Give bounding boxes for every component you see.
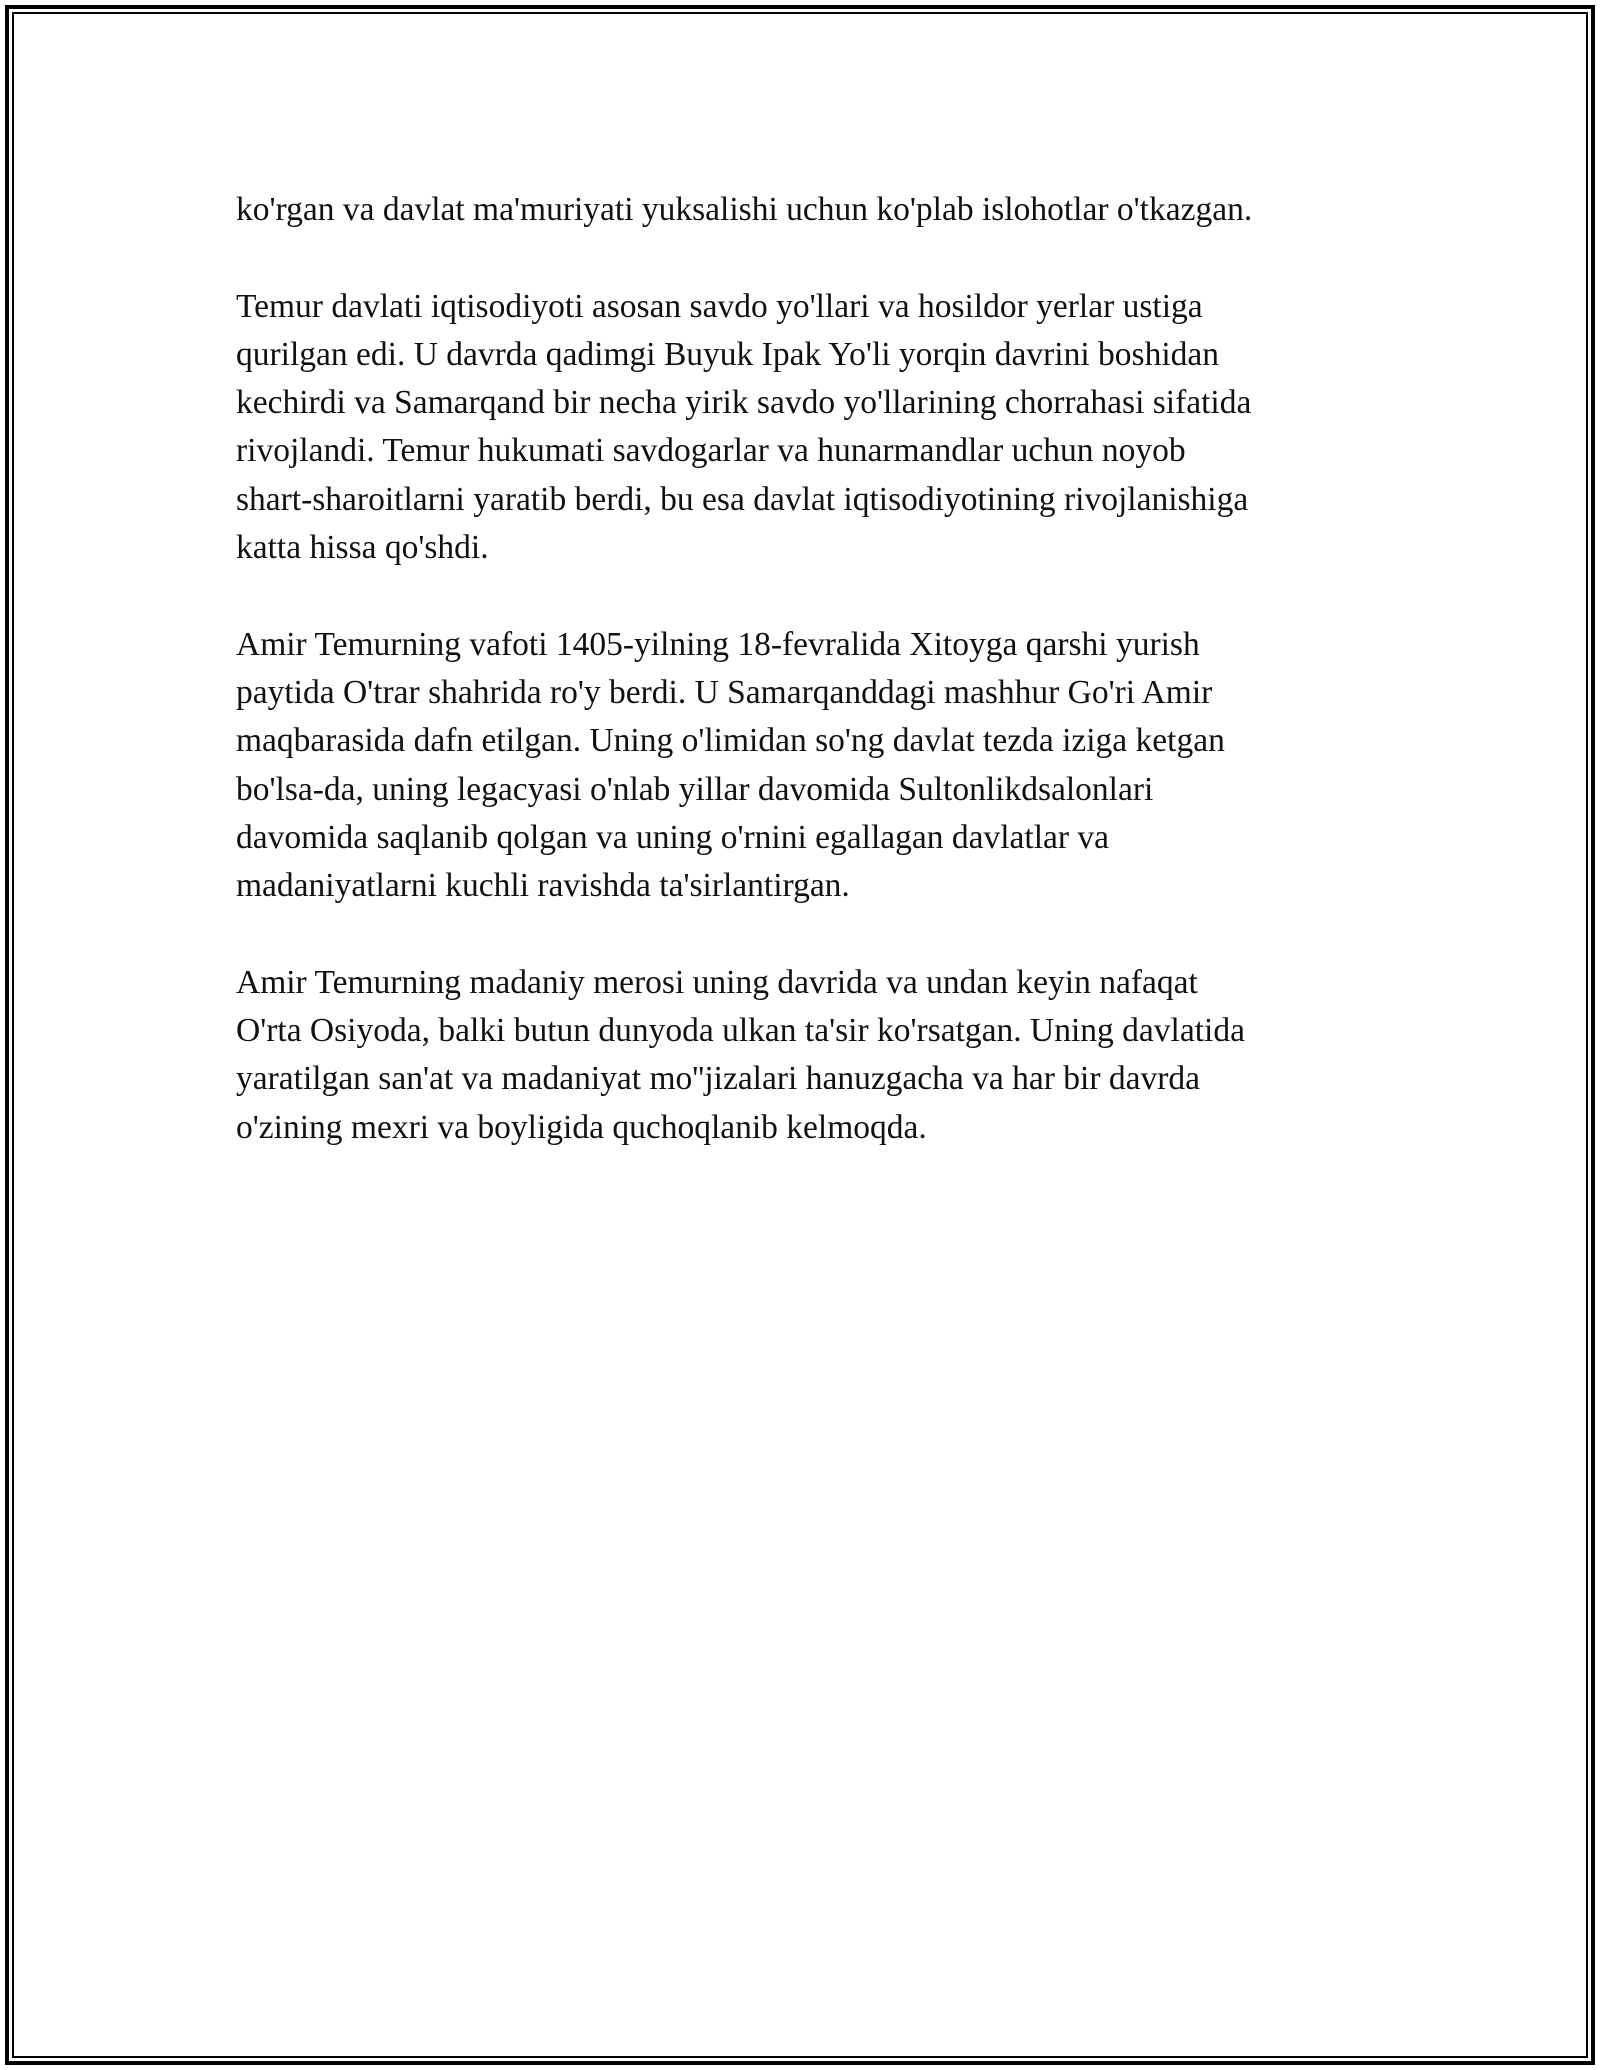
text-line: davomida saqlanib qolgan va uning o'rnini egallagan davlatlar va [236, 818, 1110, 856]
document-body [236, 186, 1366, 1200]
text-line: Amir Temurning madaniy merosi uning davrida va undan keyin nafaqat [236, 963, 1198, 1001]
text-line: yaratilgan san'at va madaniyat mo''jizalari hanuzgacha va har bir davrda [236, 1060, 1201, 1098]
text-line: kechirdi va Samarqand bir necha yirik savdo yo'llarining chorrahasi sifatida [236, 384, 1252, 422]
text-line: madaniyatlarni kuchli ravishda ta'sirlantirgan. [236, 867, 850, 905]
text-line: bo'lsa-da, uning legacyasi o'nlab yillar davomida Sultonlikdsalonlari [236, 770, 1154, 808]
text-line: qurilgan edi. U davrda qadimgi Buyuk Ipak Yo'li yorqin davrini boshidan [236, 335, 1219, 373]
text-line: ko'rgan va davlat ma'muriyati yuksalishi uchun ko'plab islohotlar o'tkazgan. [236, 191, 1253, 228]
text-line: maqbarasida dafn etilgan. Uning o'limidan so'ng davlat tezda iziga ketgan [236, 722, 1225, 760]
paragraph-3 [236, 621, 1366, 911]
text-line: o'zining mexri va boyligida quchoqlanib kelmoqda. [236, 1108, 927, 1146]
paragraph-1 [236, 186, 1366, 234]
paragraph-2 [236, 283, 1366, 573]
text-line: Amir Temurning vafoti 1405-yilning 18-fevralida Xitoyga qarshi yurish [236, 625, 1200, 663]
paragraph-4 [236, 959, 1366, 1152]
text-line: paytida O'trar shahrida ro'y berdi. U Samarqanddagi mashhur Go'ri Amir [236, 673, 1213, 711]
text-line: katta hissa qo'shdi. [236, 529, 489, 567]
text-line: O'rta Osiyoda, balki butun dunyoda ulkan ta'sir ko'rsatgan. Uning davlatida [236, 1012, 1245, 1050]
text-line: Temur davlati iqtisodiyoti asosan savdo yo'llari va hosildor yerlar ustiga [236, 287, 1203, 325]
text-line: shart-sharoitlarni yaratib berdi, bu esa davlat iqtisodiyotining rivojlanishiga [236, 480, 1249, 518]
text-line: rivojlandi. Temur hukumati savdogarlar va hunarmandlar uchun noyob [236, 432, 1186, 470]
